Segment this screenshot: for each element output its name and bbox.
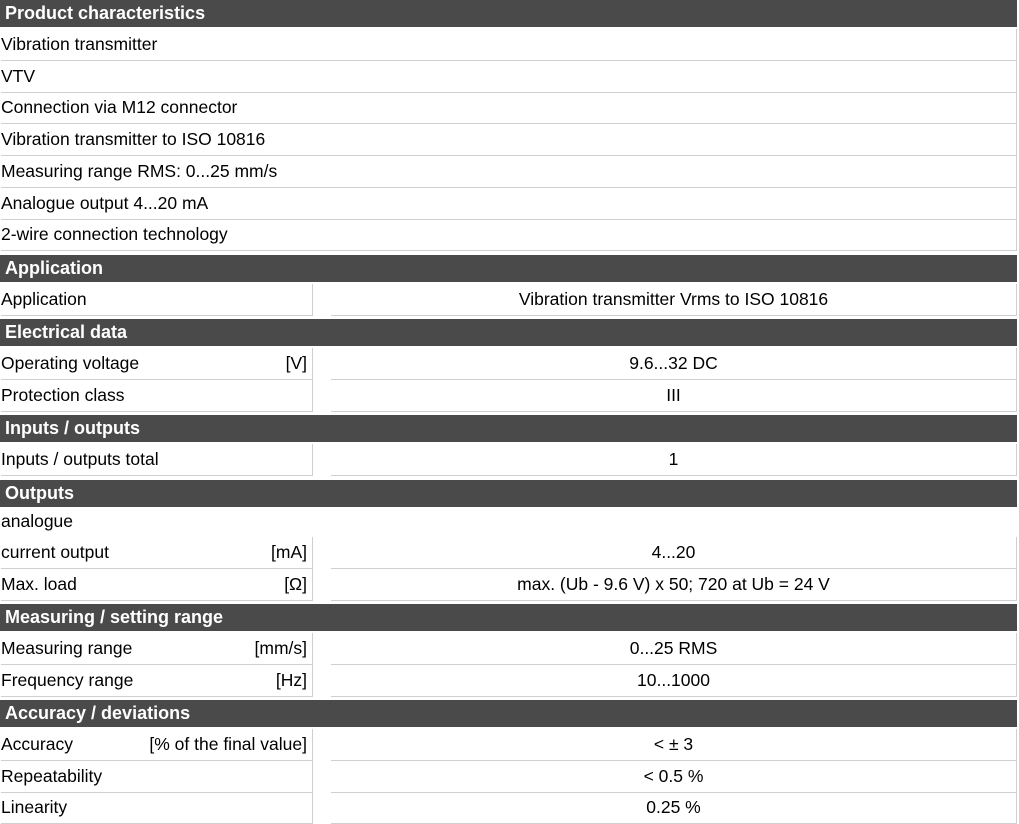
label-text: Frequency range <box>1 670 134 690</box>
label-text: Repeatability <box>1 766 103 786</box>
label-text: Inputs / outputs total <box>1 449 159 469</box>
label-text: Linearity <box>1 797 68 817</box>
row-value-linearity: 0.25 % <box>331 792 1017 824</box>
product-line: Vibration transmitter to ISO 10816 <box>1 124 1017 156</box>
outputs-subheading: analogue <box>1 511 74 531</box>
unit-text: [Hz] <box>275 670 307 690</box>
row-label-repeatability <box>1 761 313 793</box>
unit-text: [mm/s] <box>254 638 307 658</box>
row-label-inputs-outputs-total <box>1 444 313 476</box>
row-value-inputs-outputs-total: 1 <box>331 444 1017 476</box>
product-line: 2-wire connection technology <box>1 219 1017 251</box>
unit-text: [% of the final value] <box>149 734 307 754</box>
unit-text: [V] <box>285 353 307 373</box>
row-value-protection-class: III <box>331 380 1017 412</box>
row-label-current-output <box>1 537 313 569</box>
row-label-accuracy <box>1 729 313 761</box>
label-text: Protection class <box>1 385 125 405</box>
product-line: Vibration transmitter <box>1 29 1017 61</box>
section-header-product-characteristics: Product characteristics <box>0 0 1017 27</box>
section-header-outputs: Outputs <box>0 480 1017 507</box>
row-value-accuracy: < ± 3 <box>331 729 1017 761</box>
row-label-application <box>1 284 313 316</box>
label-text: Accuracy <box>1 734 73 754</box>
row-value-max-load: max. (Ub - 9.6 V) x 50; 720 at Ub = 24 V <box>331 569 1017 601</box>
label-text: Measuring range <box>1 638 133 658</box>
unit-text: [Ω] <box>284 574 307 594</box>
product-line: Analogue output 4...20 mA <box>1 188 1017 220</box>
section-header-accuracy-deviations: Accuracy / deviations <box>0 700 1017 727</box>
section-header-measuring-setting-range: Measuring / setting range <box>0 604 1017 631</box>
row-label-linearity <box>1 792 313 824</box>
label-text: Application <box>1 289 87 309</box>
label-text: current output <box>1 542 109 562</box>
row-label-measuring-range <box>1 633 313 665</box>
row-label-frequency-range <box>1 665 313 697</box>
label-text: Operating voltage <box>1 353 140 373</box>
section-header-application: Application <box>0 255 1017 282</box>
unit-text: [mA] <box>271 542 307 562</box>
row-value-frequency-range: 10...1000 <box>331 665 1017 697</box>
row-label-max-load <box>1 569 313 601</box>
row-value-current-output: 4...20 <box>331 537 1017 569</box>
row-value-measuring-range: 0...25 RMS <box>331 633 1017 665</box>
product-line: Measuring range RMS: 0...25 mm/s <box>1 156 1017 188</box>
row-value-repeatability: < 0.5 % <box>331 761 1017 793</box>
row-label-protection-class <box>1 380 313 412</box>
product-line: Connection via M12 connector <box>1 92 1017 124</box>
section-header-inputs-outputs: Inputs / outputs <box>0 415 1017 442</box>
section-header-electrical-data: Electrical data <box>0 319 1017 346</box>
label-text: Max. load <box>1 574 77 594</box>
row-value-application: Vibration transmitter Vrms to ISO 10816 <box>331 284 1017 316</box>
product-line: VTV <box>1 61 1017 93</box>
row-label-operating-voltage <box>1 348 313 380</box>
row-value-operating-voltage: 9.6...32 DC <box>331 348 1017 380</box>
